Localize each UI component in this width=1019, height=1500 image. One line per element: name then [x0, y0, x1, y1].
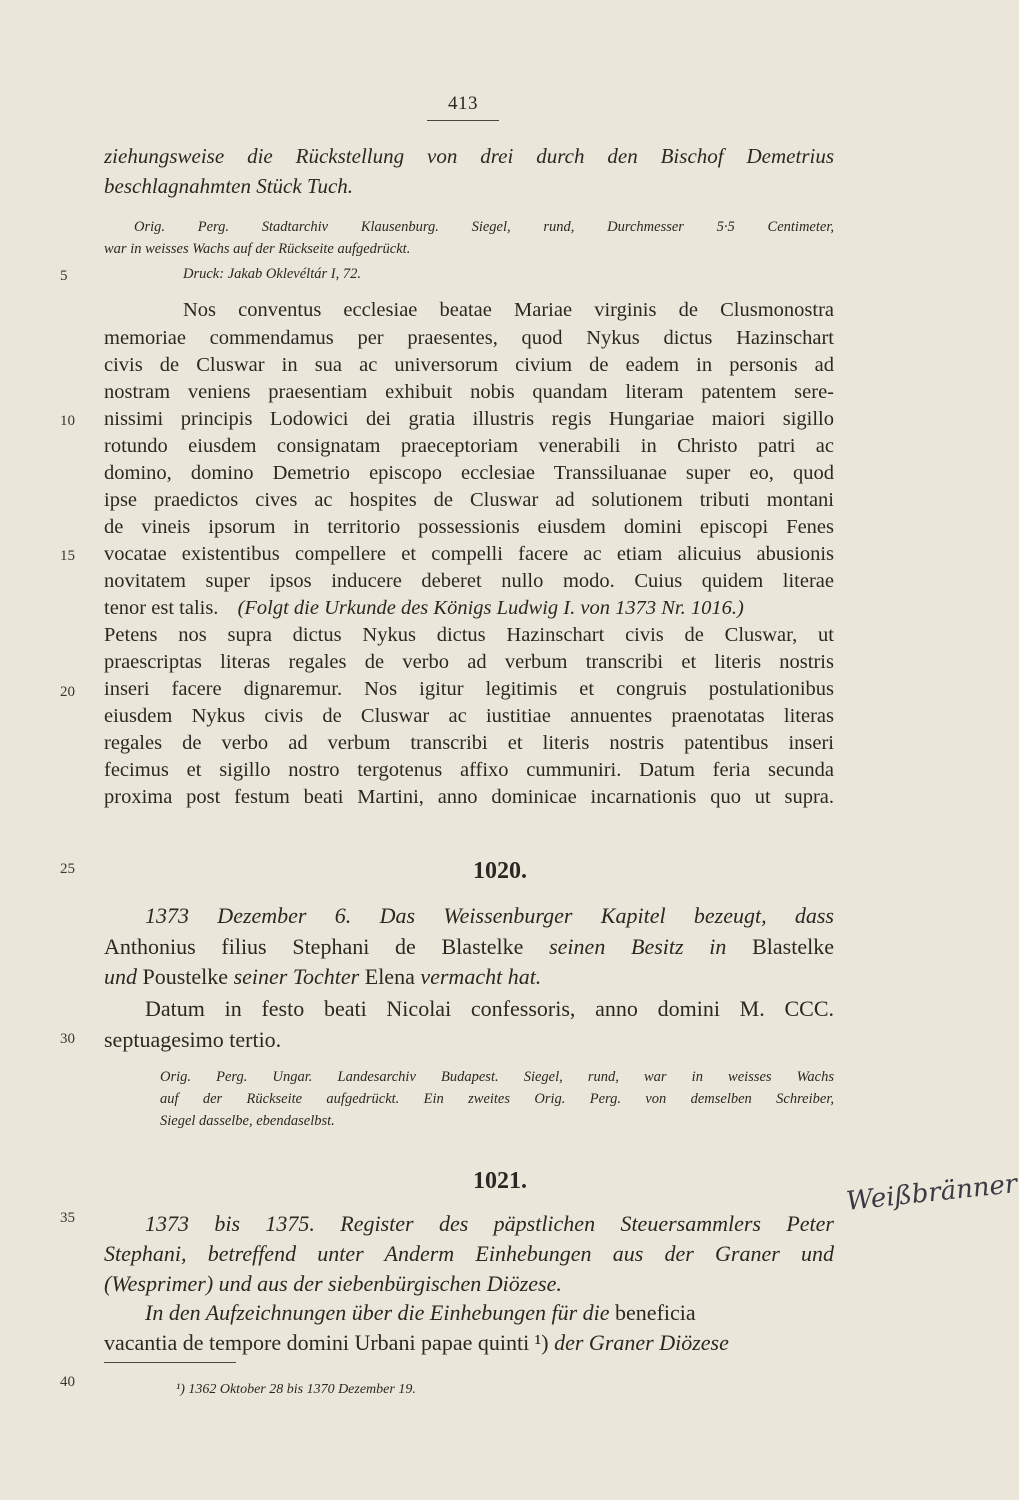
entry-text-part: vacantia de tempore domini Urbani papae quinti ¹) [104, 1330, 549, 1355]
body-line: ipse praedictos cives ac hospites de Cluswar ad solutionem tributi montani [104, 489, 834, 511]
body-text: tenor est talis. [104, 597, 219, 619]
body-line [104, 594, 744, 622]
line-number: 5 [60, 268, 68, 284]
line-number: 25 [60, 861, 75, 877]
entry-text [104, 1329, 729, 1357]
summary-text: Elena [364, 964, 415, 989]
source-note: Orig. Perg. Stadtarchiv Klausenburg. Siegel, rund, Durchmesser 5·5 Centimeter, [134, 219, 834, 235]
footnote-rule [104, 1362, 236, 1363]
body-line: rotundo eiusdem consignatam praeceptoriam venerabili in Christo patri ac [104, 435, 834, 457]
entry-text [145, 1299, 834, 1327]
body-line: Petens nos supra dictus Nykus dictus Hazinschart civis de Cluswar, ut [104, 624, 834, 646]
line-number: 10 [60, 413, 75, 429]
line-number: 30 [60, 1031, 75, 1047]
source-note: auf der Rückseite aufgedrückt. Ein zweites Orig. Perg. von demselben Schreiber, [160, 1091, 834, 1107]
entry-summary [104, 933, 834, 961]
body-line: nissimi principis Lodowici dei gratia illustris regis Hungariae maiori sigillo [104, 408, 834, 430]
entry-summary: 1373 bis 1375. Register des päpstlichen Steuersammlers Peter [145, 1211, 834, 1236]
body-line: praescriptas literas regales de verbo ad verbum transcribi et literis nostris [104, 651, 834, 673]
entry-summary [104, 963, 541, 991]
body-line: proxima post festum beati Martini, anno dominicae incarnationis quo ut supra. [104, 786, 834, 808]
editorial-note: (Folgt die Urkunde des Königs Ludwig I. von 1373 Nr. 1016.) [237, 597, 744, 619]
entry-summary: 1373 Dezember 6. Das Weissenburger Kapitel bezeugt, dass [145, 903, 834, 928]
body-line: regales de verbo ad verbum transcribi et literis nostris patentibus inseri [104, 732, 834, 754]
body-line: domino, domino Demetrio episcopo ecclesiae Transsiluanae super eo, quod [104, 462, 834, 484]
body-line: memoriae commendamus per praesentes, quod Nykus dictus Hazinschart [104, 327, 834, 349]
body-line: fecimus et sigillo nostro tergotenus affixo cummuniri. Datum feria secunda [104, 759, 834, 781]
page-number: 413 [448, 93, 478, 114]
summary-text: seiner Tochter [233, 964, 360, 989]
line-number: 40 [60, 1374, 75, 1390]
entry-text-part: der Graner Diözese [554, 1330, 729, 1355]
footnote: ¹) 1362 Oktober 28 bis 1370 Dezember 19. [176, 1382, 416, 1397]
entry-text: septuagesimo tertio. [104, 1027, 282, 1052]
summary-text: Blastelke [752, 934, 834, 959]
continuation-line: beschlagnahmten Stück Tuch. [104, 174, 354, 198]
body-line: eiusdem Nykus civis de Cluswar ac iustitiae annuentes praenotatas literas [104, 705, 834, 727]
summary-text: vermacht hat. [420, 964, 542, 989]
summary-text: Anthonius filius Stephani de Blastelke [104, 934, 524, 959]
entry-summary: (Wesprimer) und aus der siebenbürgischen Diözese. [104, 1271, 562, 1296]
source-note: Orig. Perg. Ungar. Landesarchiv Budapest. Siegel, rund, war in weisses Wachs [160, 1069, 834, 1085]
entry-number: 1020. [473, 858, 527, 884]
body-line: vocatae existentibus compellere et compelli facere ac etiam alicuius abusionis [104, 543, 834, 565]
source-note: Siegel dasselbe, ebendaselbst. [160, 1113, 335, 1129]
body-line: de vineis ipsorum in territorio possessionis eiusdem domini episcopi Fenes [104, 516, 834, 538]
body-line: nostram veniens praesentiam exhibuit nobis quandam literam patentem sere- [104, 381, 834, 403]
page-number-rule [427, 120, 499, 121]
line-number: 35 [60, 1210, 75, 1226]
line-number: 20 [60, 684, 75, 700]
entry-number: 1021. [473, 1168, 527, 1194]
line-number: 15 [60, 548, 75, 564]
body-line: Nos conventus ecclesiae beatae Mariae virginis de Clusmonostra [183, 299, 834, 321]
source-note: war in weisses Wachs auf der Rückseite aufgedrückt. [104, 241, 411, 257]
summary-text: Poustelke [142, 964, 229, 989]
marginal-handwriting: Weißbränner [844, 1169, 1019, 1217]
continuation-line: ziehungsweise die Rückstellung von drei durch den Bischof Demetrius [104, 144, 834, 168]
entry-text-part: In den Aufzeichnungen über die Einhebungen für die [145, 1300, 610, 1325]
entry-text-part: beneficia [615, 1300, 696, 1325]
entry-summary: Stephani, betreffend unter Anderm Einhebungen aus der Graner und [104, 1241, 834, 1266]
summary-text: seinen Besitz in [549, 934, 727, 959]
body-line: civis de Cluswar in sua ac universorum civium de eadem in personis ad [104, 354, 834, 376]
print-reference: Druck: Jakab Oklevéltár I, 72. [183, 266, 361, 282]
body-line: inseri facere dignaremur. Nos igitur legitimis et congruis postulationibus [104, 678, 834, 700]
entry-text: Datum in festo beati Nicolai confessoris, anno domini M. CCC. [145, 996, 834, 1021]
summary-text: und [104, 964, 137, 989]
body-line: novitatem super ipsos inducere deberet nullo modo. Cuius quidem literae [104, 570, 834, 592]
